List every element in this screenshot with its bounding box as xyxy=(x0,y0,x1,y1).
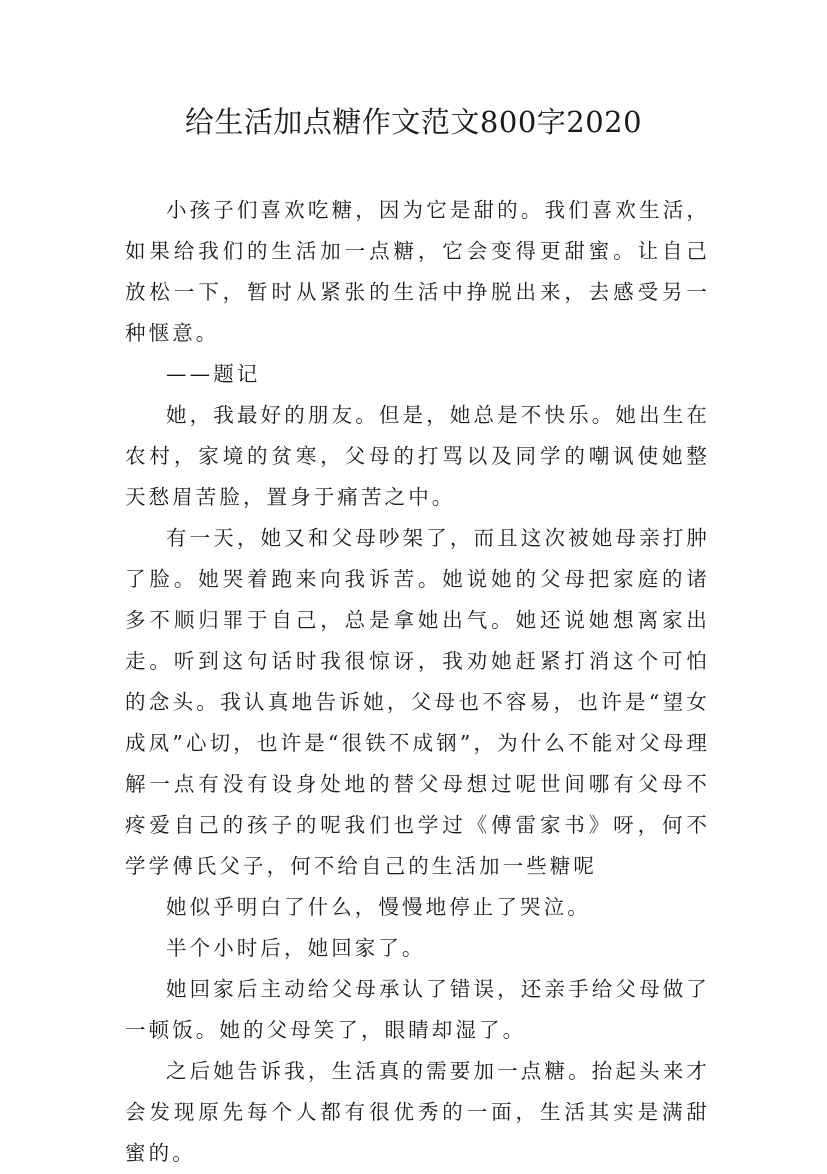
paragraph-epigraph-credit: ——题记 xyxy=(166,362,261,386)
paragraph-friend: 她，我最好的朋友。但是，她总是不快乐。她出生在农村，家境的贫寒，父母的打骂以及同学的嘲讽使她整天愁眉苦脸，置身于痛苦之中。 xyxy=(125,403,710,509)
document-title: 给生活加点糖作文范文800字2020 xyxy=(184,105,643,139)
paragraph-quarrel: 有一天，她又和父母吵架了，而且这次被她母亲打肿了脸。她哭着跑来向我诉苦。她说她的父母把家庭的诸多不顺归罪于自己，总是拿她出气。她还说她想离家出走。听到这句话时我很惊讶，我劝她赶紧打消这个可怕的念头。我认真地告诉她，父母也不容易，也许是“望女成凤”心切，也许是“很铁不成钢”，为什么不能对父母理解一点有没有设身处地的替父母想过呢世间哪有父母不疼爱自己的孩子的呢我们也学过《傅雷家书》呀，何不学学傅氏父子，何不给自己的生活加一些糖呢 xyxy=(125,526,710,878)
paragraph-stopped-crying: 她似乎明白了什么，慢慢地停止了哭泣。 xyxy=(166,895,591,919)
document-body xyxy=(125,190,710,1174)
paragraph-went-home: 半个小时后，她回家了。 xyxy=(166,936,426,960)
paragraph-conclusion: 之后她告诉我，生活真的需要加一点糖。抬起头来才会发现原先每个人都有很优秀的一面，生活其实是满甜蜜的。 xyxy=(125,1059,710,1165)
paragraph-intro: 小孩子们喜欢吃糖，因为它是甜的。我们喜欢生活，如果给我们的生活加一点糖，它会变得更甜蜜。让自己放松一下，暂时从紧张的生活中挣脱出来，去感受另一种惬意。 xyxy=(125,198,710,345)
paragraph-apology: 她回家后主动给父母承认了错误，还亲手给父母做了一顿饭。她的父母笑了，眼睛却湿了。 xyxy=(125,977,710,1042)
